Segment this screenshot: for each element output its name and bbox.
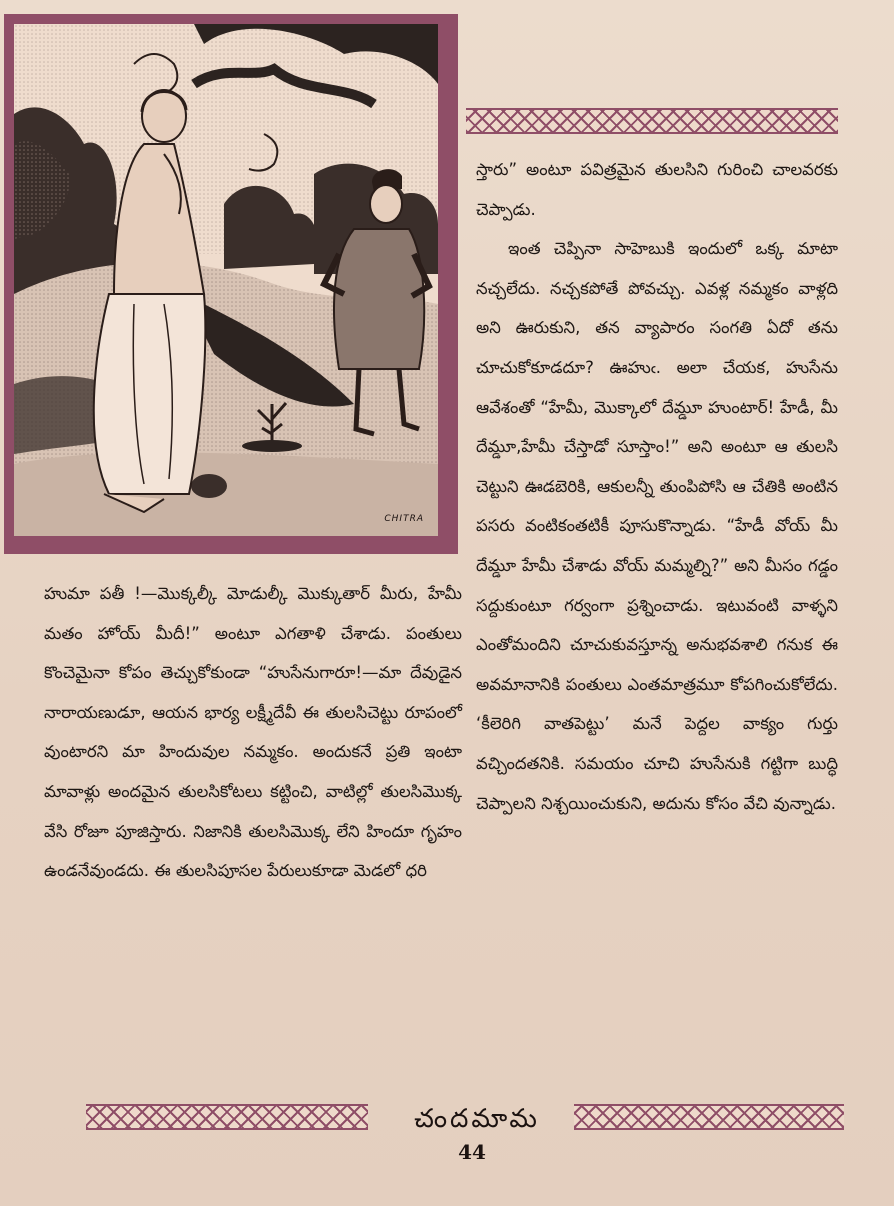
illustration-frame xyxy=(4,14,458,554)
left-text-column xyxy=(44,574,462,891)
story-illustration xyxy=(14,24,438,536)
decorative-border-bottom-right xyxy=(574,1104,844,1130)
artist-signature: CHITRA xyxy=(384,514,424,524)
page-number: 44 xyxy=(458,1140,486,1164)
decorative-border-top xyxy=(466,108,838,134)
magazine-title: చందమామ xyxy=(414,1104,540,1134)
illustration-drawing xyxy=(14,24,438,536)
right-paragraph: స్తారు” అంటూ పవిత్రమైన తులసిని గురించి చాలవరకు చెప్పాడు. xyxy=(476,160,838,219)
decorative-border-bottom-left xyxy=(86,1104,368,1130)
right-paragraph: ఇంత చెప్పినా సాహెబుకి ఇందులో ఒక్క మాటా నచ్చలేదు. నచ్చకపోతే పోవచ్చు. ఎవళ్ల నమ్మకం వాళ్లది అని ఊరుకుని, తన వ్యాపారం సంగతి ఏదో తను చూచుకోకూడదూ? ఊహుఁ. అలా చేయక, హుసేను ఆవేశంతో “హేమీ, మొక్కాలో దేమ్డూ హుంటార్! హేడీ, మీ దేమ్డూ,హేమీ చేస్తాడో సూస్తాం!” అని అంటూ ఆ తులసి చెట్టుని ఊడబెరికి, ఆకులన్నీ తుంపిపోసి ఆ చేతికి అంటిన పసరు వంటికంతటికీ పూసుకొన్నాడు. “హేడీ వోయ్ మీ దేమ్డూ హేమీ చేశాడు వోయ్ మమ్మల్ని?” అని మీసం గడ్డం సద్దుకుంటూ గర్వంగా ప్రశ్నించాడు. ఇటువంటి వాళ్ళని ఎంతోమందిని చూచుకువస్తూన్న అనుభవశాలి గనుక ఈ అవమానానికి పంతులు ఎంతమాత్రమూ కోపగించుకోలేదు. ‘కీలెరిగి వాతపెట్టు’ మనే పెద్దల వాక్యం గుర్తు వచ్చిందతనికి. సమయం చూచి హుసేనుకి గట్టిగా బుద్ధి చెప్పాలని నిశ్చయించుకుని, అదును కోసం వేచి వున్నాడు. xyxy=(476,239,838,813)
left-paragraph: హుమా పతీ !—మొక్కల్కీ మోడుల్కీ మొక్కుతార్ మీరు, హేమీ మతం హోయ్ మీదీ!” అంటూ ఎగతాళి చేశాడు. పంతులు కొంచెమైనా కోపం తెచ్చుకోకుండా “హుసేనుగారూ!—మా దేవుడైన నారాయణుడూ, ఆయన భార్య లక్ష్మీదేవీ ఈ తులసిచెట్టు రూపంలో వుంటారని మా హిందువుల నమ్మకం. అందుకనే ప్రతి ఇంటా మావాళ్లు అందమైన తులసికోటలు కట్టించి, వాటిల్లో తులసిమొక్క వేసి రోజూ పూజిస్తారు. నిజానికి తులసిమొక్క లేని హిందూ గృహం ఉండనేవుండదు. ఈ తులసిపూసల పేరులుకూడా మెడలో ధరి xyxy=(44,584,462,881)
right-text-column xyxy=(476,150,838,823)
